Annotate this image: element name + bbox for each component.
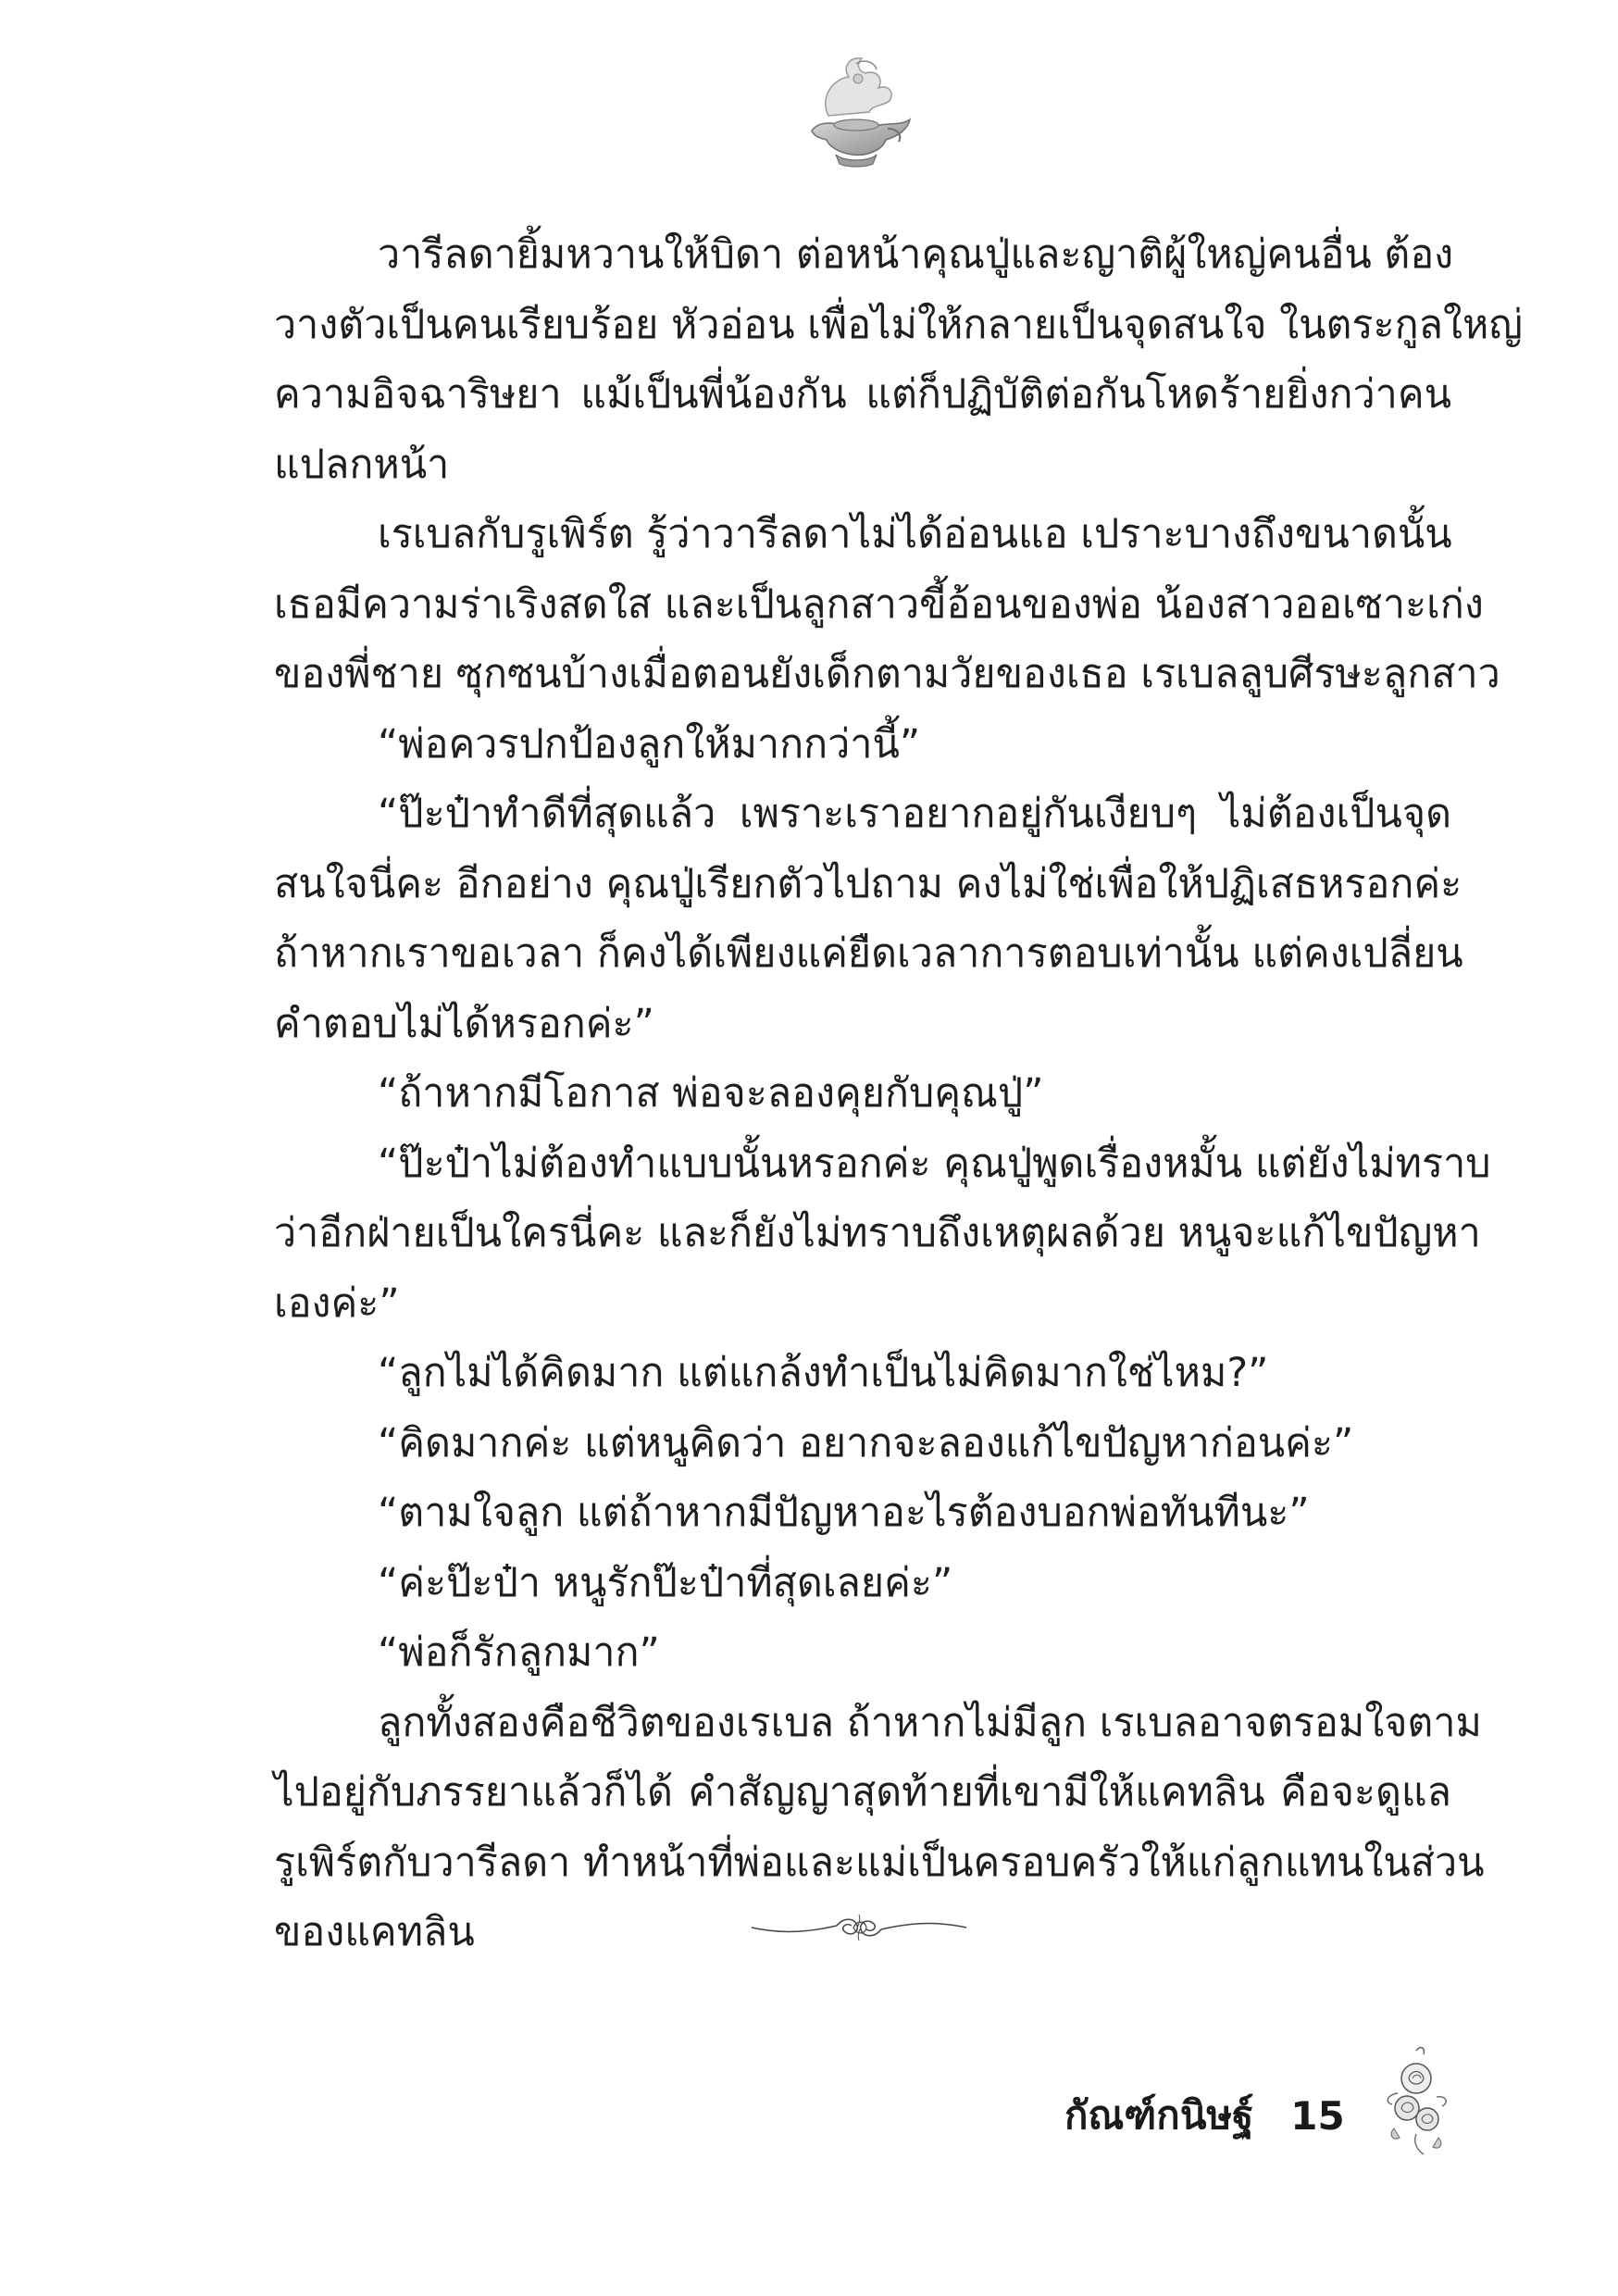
- text-line: รูเพิร์ตกับวารีลดา ทำหน้าที่พ่อและแม่เป็นครอบครัวให้แก่ลูกแทนในส่วน: [274, 1839, 1485, 1886]
- book-title: กัณฑ์กนิษฐ์: [1064, 2092, 1254, 2138]
- dialogue-line: คำตอบไม่ได้หรอกค่ะ”: [274, 1000, 654, 1047]
- dialogue-line: “ป๊ะป๋าทำดีที่สุดแล้ว เพราะเราอยากอยู่กันเงียบๆ ไม่ต้องเป็นจุด: [378, 791, 1451, 837]
- text-line: ของแคทลิน: [274, 1909, 475, 1955]
- text-line: ความอิจฉาริษยา แม้เป็นพี่น้องกัน แต่ก็ปฏิบัติต่อกันโหดร้ายยิ่งกว่าคน: [274, 371, 1451, 418]
- dialogue-line: “ลูกไม่ได้คิดมาก แต่แกล้งทำเป็นไม่คิดมากใช่ไหม?”: [378, 1350, 1269, 1396]
- dialogue-line: “ป๊ะป๋าไม่ต้องทำแบบนั้นหรอกค่ะ คุณปู่พูดเรื่องหมั้น แต่ยังไม่ทราบ: [378, 1140, 1491, 1187]
- flourish-divider-icon: [748, 1907, 970, 1946]
- dialogue-line: “พ่อควรปกป้องลูกให้มากกว่านี้”: [378, 720, 921, 767]
- dialogue-line: ถ้าหากเราขอเวลา ก็คงได้เพียงแค่ยืดเวลาการตอบเท่านั้น แต่คงเปลี่ยน: [274, 930, 1463, 977]
- dialogue-line: เองค่ะ”: [274, 1279, 400, 1327]
- dialogue-line: “คิดมากค่ะ แต่หนูคิดว่า อยากจะลองแก้ไขปัญหาก่อนค่ะ”: [378, 1419, 1354, 1466]
- rose-icon: [1379, 2041, 1453, 2162]
- text-line: เรเบลกับรูเพิร์ต รู้ว่าวารีลดาไม่ได้อ่อนแอ เปราะบางถึงขนาดนั้น: [378, 511, 1452, 557]
- main-text: [274, 220, 1523, 1968]
- text-line: วางตัวเป็นคนเรียบร้อย หัวอ่อน เพื่อไม่ให้กลายเป็นจุดสนใจ ในตระกูลใหญ่: [274, 301, 1523, 348]
- text-line: ลูกทั้งสองคือชีวิตของเรเบล ถ้าหากไม่มีลูก เรเบลอาจตรอมใจตาม: [378, 1699, 1482, 1746]
- page-number: 15: [1290, 2092, 1345, 2139]
- dialogue-line: “พ่อก็รักลูกมาก”: [378, 1629, 660, 1676]
- text-line: วารีลดายิ้มหวานให้บิดา ต่อหน้าคุณปู่และญาติผู้ใหญ่คนอื่น ต้อง: [378, 231, 1454, 278]
- dialogue-line: “ถ้าหากมีโอกาส พ่อจะลองคุยกับคุณปู่”: [378, 1070, 1044, 1117]
- dialogue-line: “ตามใจลูก แต่ถ้าหากมีปัญหาอะไรต้องบอกพ่อทันทีนะ”: [378, 1490, 1310, 1536]
- text-line: แปลกหน้า: [274, 441, 450, 488]
- dialogue-line: ว่าอีกฝ่ายเป็นใครนี่คะ และก็ยังไม่ทราบถึงเหตุผลด้วย หนูจะแก้ไขปัญหา: [274, 1210, 1481, 1256]
- text-line: ไปอยู่กับภรรยาแล้วก็ได้ คำสัญญาสุดท้ายที่เขามีให้แคทลิน คือจะดูแล: [274, 1769, 1451, 1816]
- text-line: เธอมีความร่าเริงสดใส และเป็นลูกสาวขี้อ้อนของพ่อ น้องสาวออเซาะเก่ง: [274, 580, 1484, 628]
- dialogue-line: “ค่ะป๊ะป๋า หนูรักป๊ะป๋าที่สุดเลยค่ะ”: [378, 1559, 953, 1606]
- dialogue-line: สนใจนี่คะ อีกอย่าง คุณปู่เรียกตัวไปถาม คงไม่ใช่เพื่อให้ปฏิเสธหรอกค่ะ: [274, 860, 1462, 907]
- text-line: ของพี่ชาย ซุกซนบ้างเมื่อตอนยังเด็กตามวัยของเธอ เรเบลลูบศีรษะลูกสาว: [274, 651, 1500, 697]
- genie-lamp-icon: [791, 51, 921, 171]
- page-footer: [1064, 2083, 1345, 2148]
